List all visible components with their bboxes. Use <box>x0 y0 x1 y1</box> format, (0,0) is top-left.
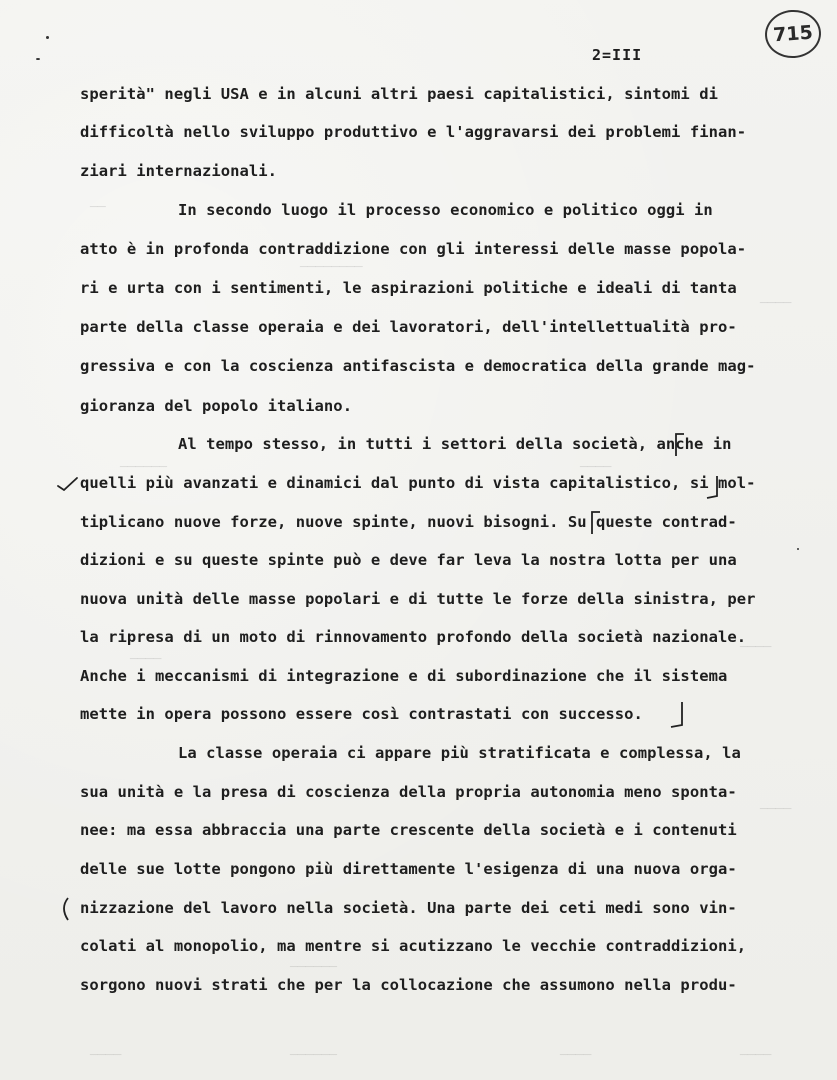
show-through-text: ────── <box>290 1048 337 1063</box>
speck-mark <box>36 58 40 60</box>
speck-mark <box>797 548 799 550</box>
text-line: Al tempo stesso, in tutti i settori della società, anche in <box>178 435 732 453</box>
text-line: nee: ma essa abbraccia una parte crescente della società e i contenuti <box>80 821 737 839</box>
text-line: nizzazione del lavoro nella società. Una parte dei ceti medi sono vin- <box>80 899 737 917</box>
show-through-text: ────── <box>290 960 337 975</box>
text-line: sua unità e la presa di coscienza della propria autonomia meno sponta- <box>80 783 737 801</box>
show-through-text: ────── <box>120 460 167 475</box>
bracket-open-mark <box>672 432 686 458</box>
show-through-text: ──── <box>740 1048 772 1063</box>
text-line: atto è in profonda contraddizione con gli interessi delle masse popola- <box>80 240 747 258</box>
text-line: quelli più avanzati e dinamici dal punto di vista capitalistico, si mol- <box>80 474 756 492</box>
show-through-text: ──── <box>760 802 792 817</box>
bracket-close-mark <box>705 474 721 500</box>
show-through-text: ──────── <box>300 260 363 275</box>
text-line: delle sue lotte pongono più direttamente l'esigenza di una nuova orga- <box>80 860 737 878</box>
show-through-text: ──── <box>740 640 772 655</box>
text-line: sperità" negli USA e in alcuni altri paesi capitalistici, sintomi di <box>80 85 718 103</box>
text-line: mette in opera possono essere così contrastati con successo. <box>80 705 643 723</box>
show-through-text: ──── <box>560 1048 592 1063</box>
text-line: la ripresa di un moto di rinnovamento profondo della società nazionale. <box>80 628 747 646</box>
text-line: dizioni e su queste spinte può e deve far leva la nostra lotta per una <box>80 551 737 569</box>
text-line: La classe operaia ci appare più stratificata e complessa, la <box>178 744 741 762</box>
show-through-text: ── <box>90 200 106 215</box>
speck-mark <box>46 36 49 39</box>
text-line: nuova unità delle masse popolari e di tutte le forze della sinistra, per <box>80 590 756 608</box>
text-line: difficoltà nello sviluppo produttivo e l'aggravarsi dei problemi finan- <box>80 123 747 141</box>
text-line: gressiva e con la coscienza antifascista e democratica della grande mag- <box>80 357 756 375</box>
page-number: 2=III <box>592 46 643 64</box>
text-line: sorgono nuovi strati che per la collocazione che assumono nella produ- <box>80 976 737 994</box>
show-through-text: ──── <box>580 460 612 475</box>
bracket-close-mark <box>668 700 688 730</box>
show-through-text: ──── <box>130 652 162 667</box>
folio-number: 715 <box>763 8 822 60</box>
margin-bracket-mark <box>58 896 72 922</box>
show-through-text: ──── <box>760 296 792 311</box>
bracket-open-mark <box>588 510 602 536</box>
text-line: colati al monopolio, ma mentre si acutizzano le vecchie contraddizioni, <box>80 937 747 955</box>
text-line: ziari internazionali. <box>80 162 278 180</box>
text-line: tiplicano nuove forze, nuove spinte, nuovi bisogni. Su queste contrad- <box>80 513 737 531</box>
text-line: Anche i meccanismi di integrazione e di subordinazione che il sistema <box>80 667 728 685</box>
margin-check-mark <box>56 474 80 494</box>
show-through-text: ──── <box>90 1048 122 1063</box>
text-line: In secondo luogo il processo economico e politico oggi in <box>178 201 713 219</box>
text-line: parte della classe operaia e dei lavoratori, dell'intellettualità pro- <box>80 318 737 336</box>
text-line: gioranza del popolo italiano. <box>80 397 353 415</box>
text-line: ri e urta con i sentimenti, le aspirazioni politiche e ideali di tanta <box>80 279 737 297</box>
